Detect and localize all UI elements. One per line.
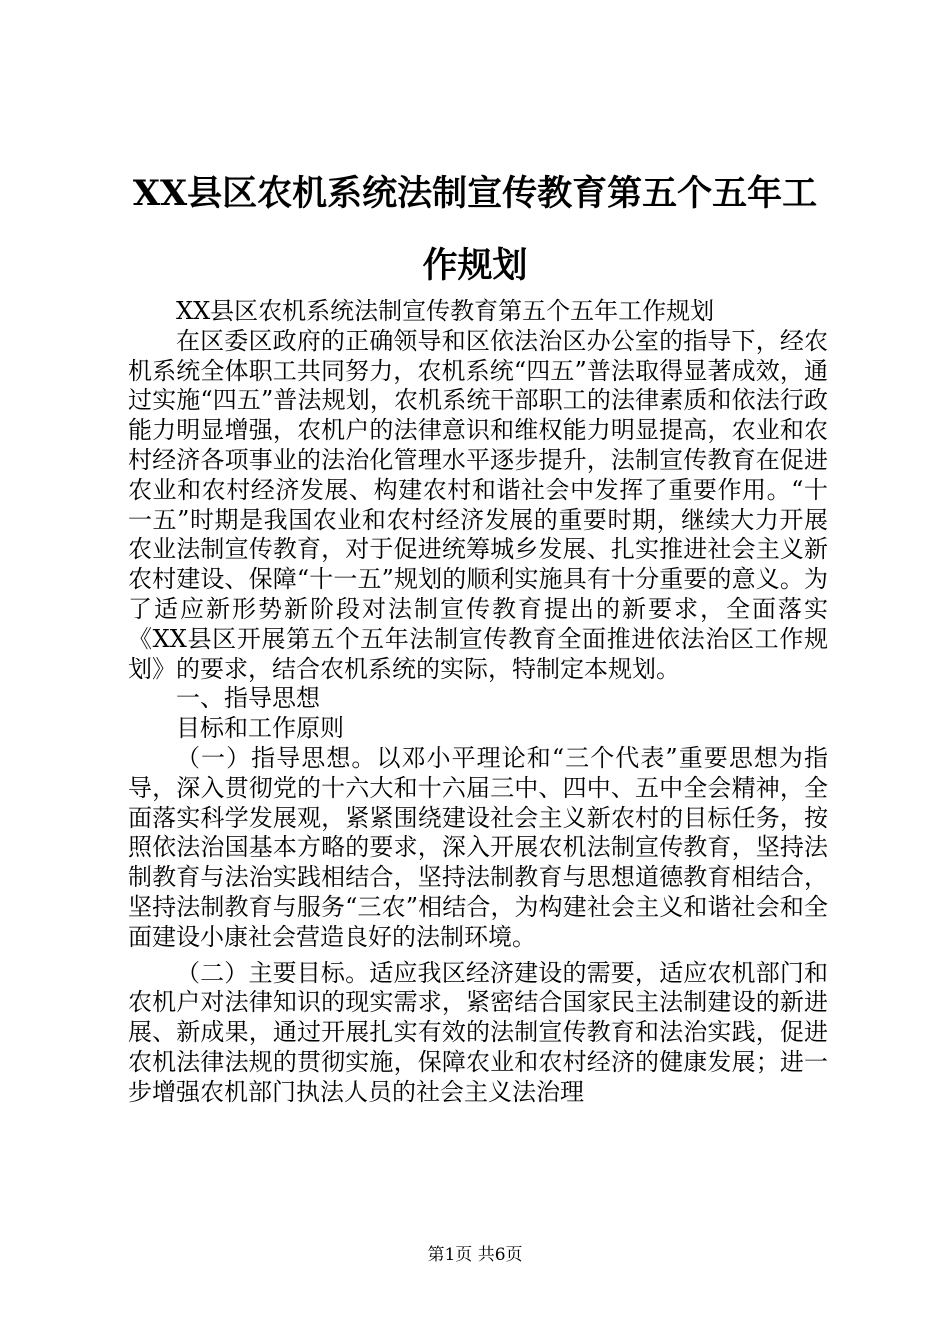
document-title-line-2: 作规划 (422, 245, 528, 286)
document-subtitle: XX县区农机系统法制宣传教育第五个五年工作规划 (176, 297, 715, 325)
paragraph-intro: 在区委区政府的正确领导和区依法治区办公室的指导下，经农机系统全体职工共同努力，农机系统“四五”普法取得显著成效，通过实施“四五”普法规划，农机系统干部职工的法律素质和依法行政能力明显增强，农机户的法律意识和维权能力明显提高，农业和农村经济各项事业的法治化管理水平逐步提升，法制宣传教育在促进农业和农村经济发展、构建农村和谐社会中发挥了重要作用。“十一五”时期是我国农业和农村经济发展的重要时期，继续大力开展农业法制宣传教育，对于促进统筹城乡发展、扎实推进社会主义新农村建设、保障“十一五”规划的顺利实施具有十分重要的意义。为了适应新形势新阶段对法制宣传教育提出的新要求，全面落实《XX县区开展第五个五年法制宣传教育全面推进依法治区工作规划》的要求，结合农机系统的实际，特制定本规划。 (128, 326, 828, 683)
document-title-line-1: XX县区农机系统法制宣传教育第五个五年工 (132, 173, 818, 214)
document-title (120, 158, 830, 302)
paragraph-guiding-ideology: （一）指导思想。以邓小平理论和“三个代表”重要思想为指导，深入贯彻党的十六大和十六届三中、四中、五中全会精神，全面落实科学发展观，紧紧围绕建设社会主义新农村的目标任务，按照依法治国基本方略的要求，深入开展农机法制宣传教育，坚持法制教育与法治实践相结合，坚持法制教育与思想道德教育相结合，坚持法制教育与服务“三农”相结合，为构建社会主义和谐社会和全面建设小康社会营造良好的法制环境。 (128, 743, 828, 951)
page-number: 第1页 共6页 (427, 1245, 523, 1265)
section-heading-guiding-ideology: 一、指导思想 (176, 684, 320, 713)
paragraph-main-goals: （二）主要目标。适应我区经济建设的需要，适应农机部门和农机户对法律知识的现实需求，紧密结合国家民主法制建设的新进展、新成果，通过开展扎实有效的法制宣传教育和法治实践，促进农机法律法规的贯彻实施，保障农业和农村经济的健康发展；进一步增强农机部门执法人员的社会主义法治理 (128, 958, 828, 1106)
document-body (128, 297, 828, 1108)
section-heading-goals-principles: 目标和工作原则 (176, 714, 344, 743)
